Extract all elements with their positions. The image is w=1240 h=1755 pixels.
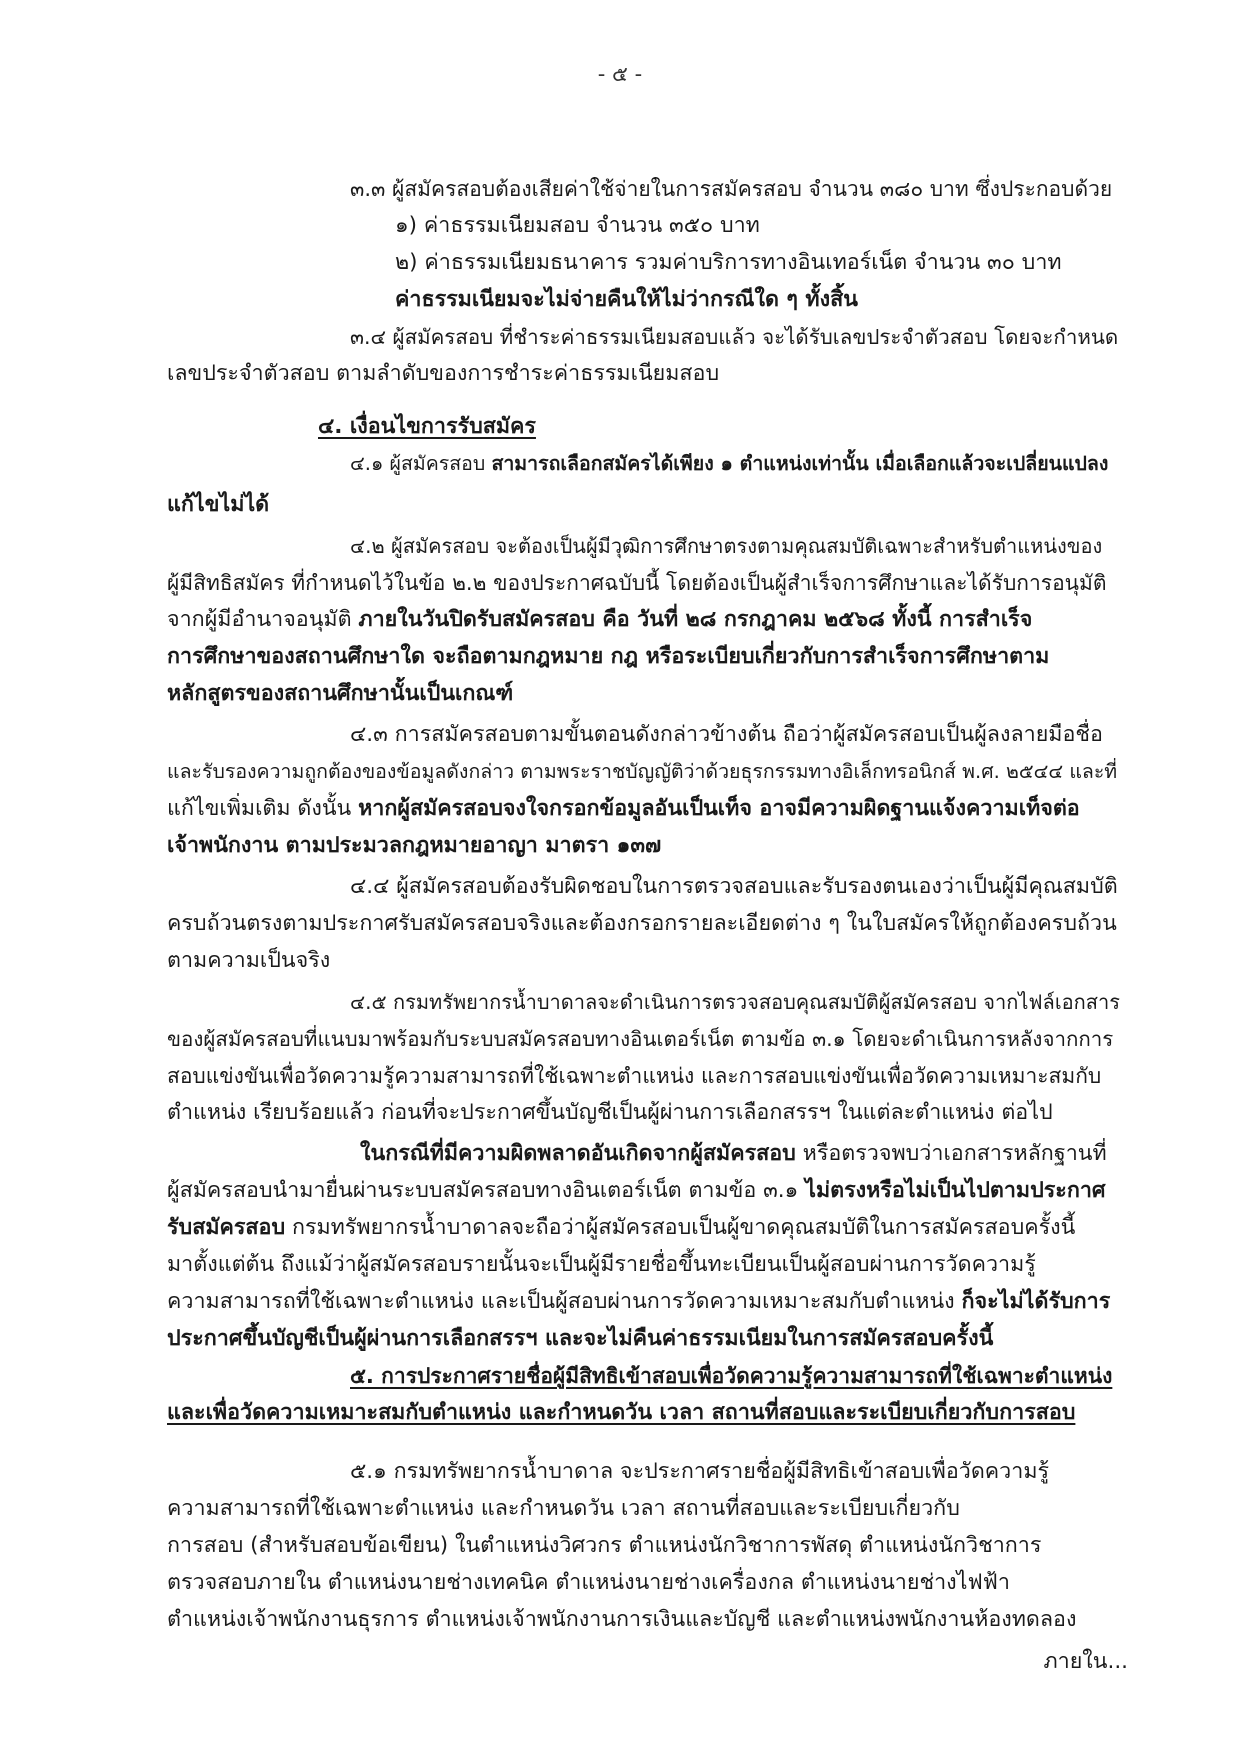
- para-4-2-line: ๔.๒ ผู้สมัครสอบ จะต้องเป็นผู้มีวุฒิการศึกษาตรงตามคุณสมบัติเฉพาะสำหรับตำแหน่งของ: [350, 534, 1103, 558]
- para-4-3-line: ๔.๓ การสมัครสอบตามขั้นตอนดังกล่าวข้างต้น ถือว่าผู้สมัครสอบเป็นผู้ลงลายมือชื่อ: [350, 722, 1103, 747]
- para-4-2-line: หลักสูตรของสถานศึกษานั้นเป็นเกณฑ์: [167, 681, 514, 706]
- page-number: - ๕ -: [597, 62, 643, 86]
- para-4-2-line: การศึกษาของสถานศึกษาใด จะถือตามกฎหมาย กฎ หรือระเบียบเกี่ยวกับการสำเร็จการศึกษาตาม: [167, 644, 1050, 669]
- para-5-1-line: ตำแหน่งเจ้าพนักงานธุรการ ตำแหน่งเจ้าพนักงานการเงินและบัญชี และตำแหน่งพนักงานห้องทดลอง: [167, 1607, 1077, 1632]
- section-5-heading: และเพื่อวัดความเหมาะสมกับตำแหน่ง และกำหนดวัน เวลา สถานที่สอบและระเบียบเกี่ยวกับการสอบ: [167, 1400, 1076, 1425]
- continuation-catchword: ภายใน...: [1043, 1649, 1128, 1674]
- para-4-5-line: รับสมัครสอบ กรมทรัพยากรน้ำบาดาลจะถือว่าผู้สมัครสอบเป็นผู้ขาดคุณสมบัติในการสมัครสอบครั้งนี้: [167, 1215, 1076, 1240]
- para-4-5-line: ในกรณีที่มีความผิดพลาดอันเกิดจากผู้สมัครสอบ หรือตรวจพบว่าเอกสารหลักฐานที่: [360, 1141, 1107, 1166]
- para-4-5-line: ความสามารถที่ใช้เฉพาะตำแหน่ง และเป็นผู้สอบผ่านการวัดความเหมาะสมกับตำแหน่ง ก็จะไม่ได้รับการ: [167, 1289, 1111, 1314]
- section-5-heading: ๕. การประกาศรายชื่อผู้มีสิทธิเข้าสอบเพื่อวัดความรู้ความสามารถที่ใช้เฉพาะตำแหน่ง: [350, 1364, 1113, 1388]
- fee-item-2: ๒) ค่าธรรมเนียมธนาคาร รวมค่าบริการทางอินเทอร์เน็ต จำนวน ๓๐ บาท: [395, 250, 1062, 275]
- para-3-4-line: เลขประจำตัวสอบ ตามลำดับของการชำระค่าธรรมเนียมสอบ: [167, 361, 720, 386]
- para-4-5-line: สอบแข่งขันเพื่อวัดความรู้ความสามารถที่ใช้เฉพาะตำแหน่ง และการสอบแข่งขันเพื่อวัดความเหมาะสมกับ: [167, 1064, 1102, 1088]
- para-5-1-line: ตรวจสอบภายใน ตำแหน่งนายช่างเทคนิค ตำแหน่งนายช่างเครื่องกล ตำแหน่งนายช่างไฟฟ้า: [167, 1570, 1010, 1595]
- para-4-3-line: แก้ไขเพิ่มเติม ดังนั้น หากผู้สมัครสอบจงใจกรอกข้อมูลอันเป็นเท็จ อาจมีความผิดฐานแจ้งความเท็จต่อ: [167, 796, 1080, 821]
- para-5-1-line: ความสามารถที่ใช้เฉพาะตำแหน่ง และกำหนดวัน เวลา สถานที่สอบและระเบียบเกี่ยวกับ: [167, 1496, 960, 1521]
- para-4-2-line: จากผู้มีอำนาจอนุมัติ ภายในวันปิดรับสมัครสอบ คือ วันที่ ๒๘ กรกฎาคม ๒๕๖๘ ทั้งนี้ การสำเร็จ: [167, 607, 1033, 632]
- para-4-4-line: ครบถ้วนตรงตามประกาศรับสมัครสอบจริงและต้องกรอกรายละเอียดต่าง ๆ ในใบสมัครให้ถูกต้องครบถ้วน: [167, 911, 1117, 936]
- para-4-3-line: เจ้าพนักงาน ตามประมวลกฎหมายอาญา มาตรา ๑๓๗: [167, 833, 662, 858]
- para-3-4-line: ๓.๔ ผู้สมัครสอบ ที่ชำระค่าธรรมเนียมสอบแล้ว จะได้รับเลขประจำตัวสอบ โดยจะกำหนด: [350, 325, 1119, 349]
- section-4-heading: ๔. เงื่อนไขการรับสมัคร: [318, 414, 536, 439]
- para-4-5-line: ของผู้สมัครสอบที่แนบมาพร้อมกับระบบสมัครสอบทางอินเตอร์เน็ต ตามข้อ ๓.๑ โดยจะดำเนินการหลังจากการ: [167, 1027, 1114, 1051]
- para-4-1-line: แก้ไขไม่ได้: [167, 492, 270, 517]
- para-4-4-line: ตามความเป็นจริง: [167, 948, 331, 973]
- para-4-5-line: ตำแหน่ง เรียบร้อยแล้ว ก่อนที่จะประกาศขึ้นบัญชีเป็นผู้ผ่านการเลือกสรรฯ ในแต่ละตำแหน่ง ต่อไป: [167, 1100, 1053, 1125]
- para-4-1-line: ๔.๑ ผู้สมัครสอบ สามารถเลือกสมัครได้เพียง ๑ ตำแหน่งเท่านั้น เมื่อเลือกแล้วจะเปลี่ยนแปลง: [350, 452, 1109, 475]
- para-4-5-line: ผู้สมัครสอบนำมายื่นผ่านระบบสมัครสอบทางอินเตอร์เน็ต ตามข้อ ๓.๑ ไม่ตรงหรือไม่เป็นไปตามประกาศ: [167, 1178, 1106, 1203]
- para-3-3-line: ๓.๓ ผู้สมัครสอบต้องเสียค่าใช้จ่ายในการสมัครสอบ จำนวน ๓๘๐ บาท ซึ่งประกอบด้วย: [350, 177, 1113, 201]
- fee-non-refundable-note: ค่าธรรมเนียมจะไม่จ่ายคืนให้ไม่ว่ากรณีใด ๆ ทั้งสิ้น: [395, 287, 858, 312]
- para-4-5-line: ประกาศขึ้นบัญชีเป็นผู้ผ่านการเลือกสรรฯ และจะไม่คืนค่าธรรมเนียมในการสมัครสอบครั้งนี้: [167, 1326, 994, 1351]
- para-4-5-line: ๔.๕ กรมทรัพยากรน้ำบาดาลจะดำเนินการตรวจสอบคุณสมบัติผู้สมัครสอบ จากไฟล์เอกสาร: [350, 990, 1120, 1014]
- para-5-1-line: ๕.๑ กรมทรัพยากรน้ำบาดาล จะประกาศรายชื่อผู้มีสิทธิเข้าสอบเพื่อวัดความรู้: [350, 1459, 1050, 1484]
- fee-item-1: ๑) ค่าธรรมเนียมสอบ จำนวน ๓๕๐ บาท: [395, 213, 760, 238]
- para-5-1-line: การสอบ (สำหรับสอบข้อเขียน) ในตำแหน่งวิศวกร ตำแหน่งนักวิชาการพัสดุ ตำแหน่งนักวิชาการ: [167, 1533, 1042, 1558]
- para-4-4-line: ๔.๔ ผู้สมัครสอบต้องรับผิดชอบในการตรวจสอบและรับรองตนเองว่าเป็นผู้มีคุณสมบัติ: [350, 874, 1118, 899]
- para-4-3-line: และรับรองความถูกต้องของข้อมูลดังกล่าว ตามพระราชบัญญัติว่าด้วยธุรกรรมทางอิเล็กทรอนิกส์ พ.ศ. ๒๕๔๔ และที่: [167, 760, 1118, 783]
- para-4-5-line: มาตั้งแต่ต้น ถึงแม้ว่าผู้สมัครสอบรายนั้นจะเป็นผู้มีรายชื่อขึ้นทะเบียนเป็นผู้สอบผ่านการวัดความรู้: [167, 1252, 1036, 1277]
- para-4-2-line: ผู้มีสิทธิสมัคร ที่กำหนดไว้ในข้อ ๒.๒ ของประกาศฉบับนี้ โดยต้องเป็นผู้สำเร็จการศึกษาและได้รับการอนุมัติ: [167, 571, 1107, 595]
